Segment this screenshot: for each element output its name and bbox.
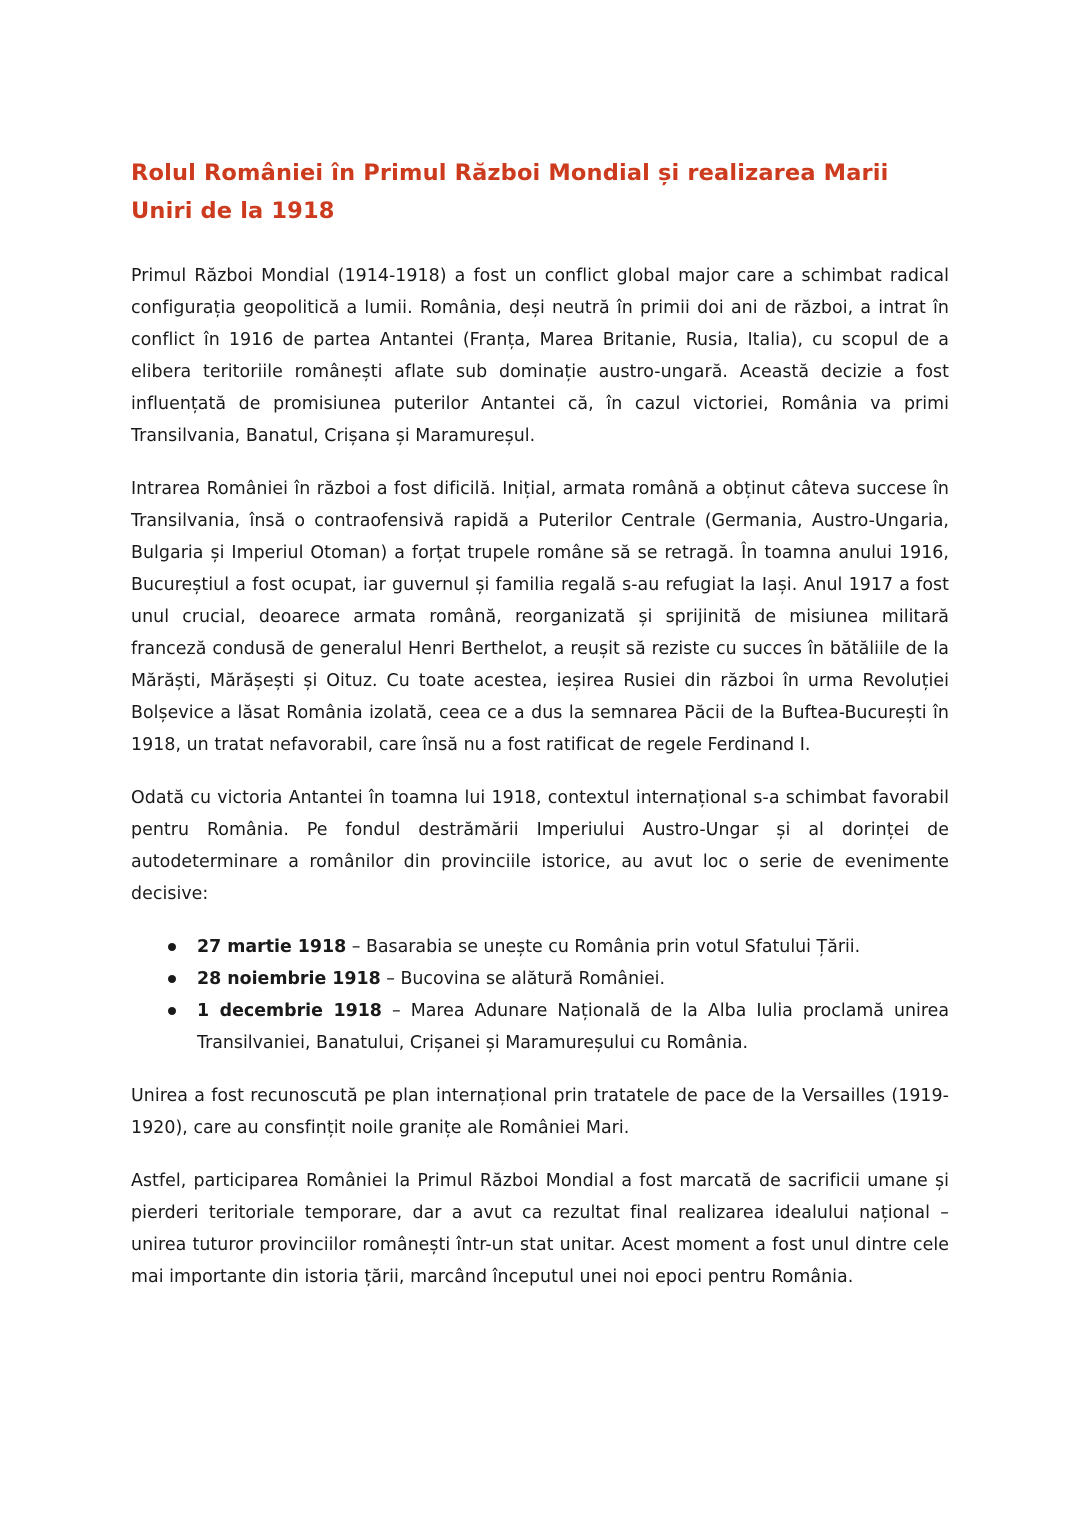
- document-page: [131, 154, 949, 1314]
- paragraph-context: Odată cu victoria Antantei în toamna lui 1918, contextul internațional s-a schimbat favorabil pentru România. Pe fondul destrămării Imperiului Austro-Ungar și al dorinței de autodeterminare a românilor din provinciile istorice, au avut loc o serie de evenimente decisive:: [131, 788, 949, 904]
- paragraph-war-entry: Intrarea României în război a fost dificilă. Inițial, armata română a obținut câteva succese în Transilvania, însă o contraofensivă rapidă a Puterilor Centrale (Germania, Austro-Ungaria, Bulgaria și Imperiul Otoman) a forțat trupele române să se retragă. În toamna anului 1916, Bucureștiul a fost ocupat, iar guvernul și familia regală s-au refugiat la Iași. Anul 1917 a fost unul crucial, deoarece armata română, reorganizată și sprijinită de misiunea militară franceză condusă de generalul Henri Berthelot, a reușit să reziste cu succes în bătăliile de la Mărăști, Mărășești și Oituz. Cu toate acestea, ieșirea Rusiei din război în urma Revoluției Bolșevice a lăsat România izolată, ceea ce a dus la semnarea Păcii de la Buftea-București în 1918, un tratat nefavorabil, care însă nu a fost ratificat de regele Ferdinand I.: [131, 479, 949, 755]
- document-title: Rolul României în Primul Război Mondial și realizarea Marii Uniri de la 1918: [131, 160, 889, 224]
- list-item: [131, 963, 949, 995]
- paragraph-intro: Primul Război Mondial (1914-1918) a fost un conflict global major care a schimbat radical configurația geopolitică a lumii. România, deși neutră în primii doi ani de război, a intrat în conflict în 1916 de partea Antantei (Franța, Marea Britanie, Rusia, Italia), cu scopul de a elibera teritoriile românești aflate sub dominație austro-ungară. Această decizie a fost influențată de promisiunea puterilor Antantei că, în cazul victoriei, România va primi Transilvania, Banatul, Crișana și Maramureșul.: [131, 266, 949, 446]
- list-item: [131, 931, 949, 963]
- bullet-icon: [168, 1007, 176, 1015]
- event-text: – Bucovina se alătură României.: [380, 969, 665, 989]
- event-date: 28 noiembrie 1918: [197, 969, 381, 989]
- event-text: – Basarabia se unește cu România prin votul Sfatului Țării.: [346, 937, 861, 957]
- events-list: [131, 931, 949, 1059]
- event-date: 1 decembrie 1918: [197, 1001, 382, 1021]
- paragraph-conclusion: Astfel, participarea României la Primul Război Mondial a fost marcată de sacrificii umane și pierderi teritoriale temporare, dar a avut ca rezultat final realizarea idealului național – unirea tuturor provinciilor românești într-un stat unitar. Acest moment a fost unul dintre cele mai importante din istoria țării, marcând începutul unei noi epoci pentru România.: [131, 1171, 949, 1287]
- event-date: 27 martie 1918: [197, 937, 347, 957]
- event-text: – Marea Adunare Națională de la Alba Iulia proclamă unirea Transilvaniei, Banatului, Crișanei și Maramureșului cu România.: [197, 1001, 949, 1053]
- list-item: [131, 995, 949, 1059]
- bullet-icon: [168, 975, 176, 983]
- bullet-icon: [168, 943, 176, 951]
- paragraph-recognition: Unirea a fost recunoscută pe plan internațional prin tratatele de pace de la Versailles (1919-1920), care au consfințit noile granițe ale României Mari.: [131, 1086, 949, 1138]
